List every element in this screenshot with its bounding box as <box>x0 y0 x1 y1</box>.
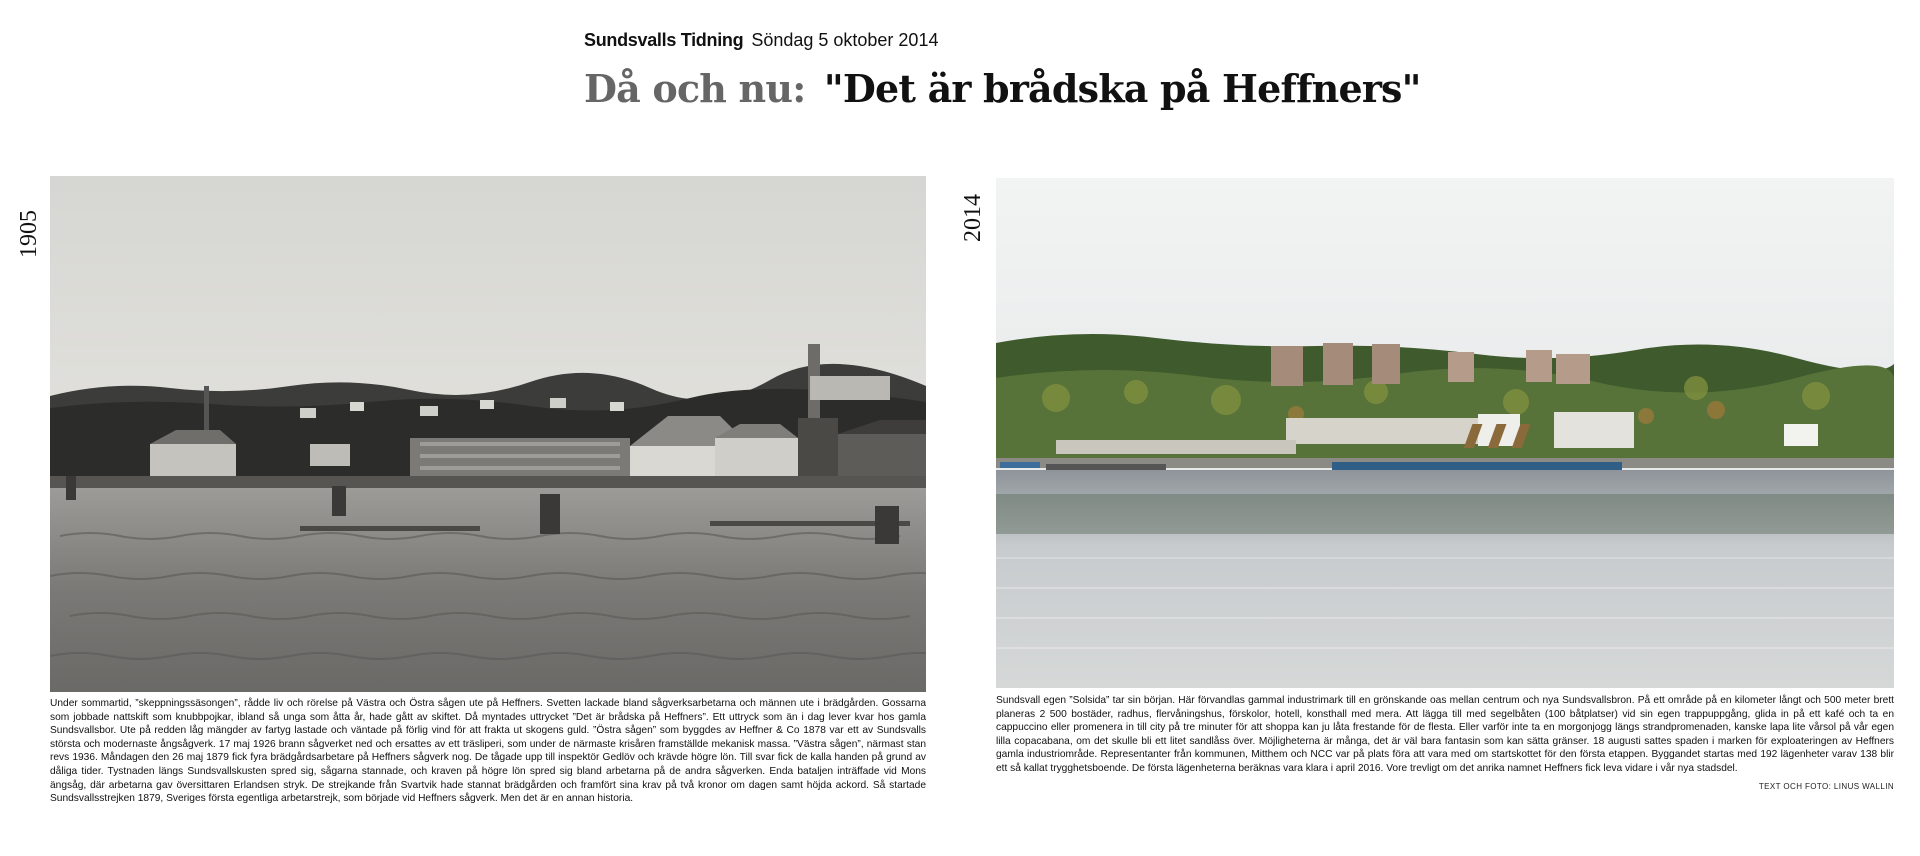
publication-date: Söndag 5 oktober 2014 <box>751 30 939 50</box>
sawmill-harbor-illustration <box>50 176 926 692</box>
year-label-1905: 1905 <box>16 210 42 258</box>
historic-photo-1905 <box>50 176 926 692</box>
photo-credit: TEXT OCH FOTO: LINUS WALLIN <box>1758 782 1894 791</box>
headline-prefix: Då och nu: <box>584 66 806 111</box>
headline <box>584 66 1421 111</box>
caption-1905: Under sommartid, ”skeppningssäsongen”, rådde liv och rörelse på Västra och Östra sågen ute på Heffners. Svetten lackade bland sågverksarbetarna och männen ute i brädgården. Gossarna som jobbade nattskift som knubbpojkar, ibland så unga som åtta år, hade gått av skiftet. Då myntades uttrycket ”Det är brådska på Heffners”. Ett uttryck som än i dag lever kvar hos gamla Sundsvallsbor. Ute på redden låg mängder av fartyg lastade och väntade på förlig vind för att frakta ut skogens guld. ”Östra sågen” som byggdes av Heffner & Co 1878 var ett av Sundsvalls största och modernaste ångsågverk. 17 maj 1926 brann sågverket ned och ersattes av ett träsliperi, som under de närmaste krisåren framställde mekanisk massa. ”Västra sågen”, närmast stan revs 1936. Måndagen den 26 maj 1879 fick fyra brädgårdsarbetare på Heffners sågverk nog. De tågade upp till inspektör Gedlöv och krävde högre lön. Till svar fick de kalla handen på grund av dåliga tider. Tystnaden längs Sundsvallskusten spred sig, sågarna stannade, och kraven på högre lön spred sig bland arbetarna på de andra sågverken. Enda bataljen inträffade vid Mons ängsåg, där arbetarna gav översittaren Erlandsen stryk. De strejkande från Svartvik hade stannat brädgården och framfört sina krav på två kronor om dagen samt höjda ackord. Så startade Sundsvallsstrejken 1879, Sveriges första egentliga arbetarstrejk, som började vid Heffners sågverk. Men det är en annan historia. <box>50 698 926 805</box>
waterfront-illustration <box>996 178 1894 688</box>
headline-title: "Det är brådska på Heffners" <box>823 66 1421 111</box>
masthead <box>584 30 938 51</box>
year-label-2014: 2014 <box>960 194 986 242</box>
caption-2014: Sundsvall egen ”Solsida” tar sin början. Här förvandlas gammal industrimark till en grönskande oas mellan centrum och nya Sundsvallsbron. På ett område på en kilometer långt och 500 meter brett planeras 2 500 bostäder, radhus, flervåningshus, förskolor, hotell, konsthall med mera. Att lägga till med segelbåten (100 båtplatser) vid sin egen trappuppgång, glida in på ett kafé och ta en cappuccino eller promenera in till city på tre minuter för att shoppa kan ju låta frestande för de flesta. Eller varför inte ta en morgonjogg längs strandpromenaden, kanske lapa lite vårsol på vår egen lilla copacabana, om det skulle bli ett litet sandlåss över. Möjligheterna är många, det är väl bara fantasin som kan sätta gränser. 18 augusti sattes spaden i marken för exploateringen av Heffners gamla industriområde. Representanter från kommunen, Mitthem och NCC var på plats föra att vara med om startskottet för den första etappen. Byggandet startas med 192 lägenheter varav 138 blir ett så kallat trygghetsboende. De första lägenheterna beräknas vara klara i april 2016. Vore trevligt om det anrika namnet Heffners fick leva vidare i vår nya stadsdel. <box>996 695 1894 774</box>
newspaper-name: Sundsvalls Tidning <box>584 30 744 50</box>
modern-photo-2014 <box>996 178 1894 688</box>
